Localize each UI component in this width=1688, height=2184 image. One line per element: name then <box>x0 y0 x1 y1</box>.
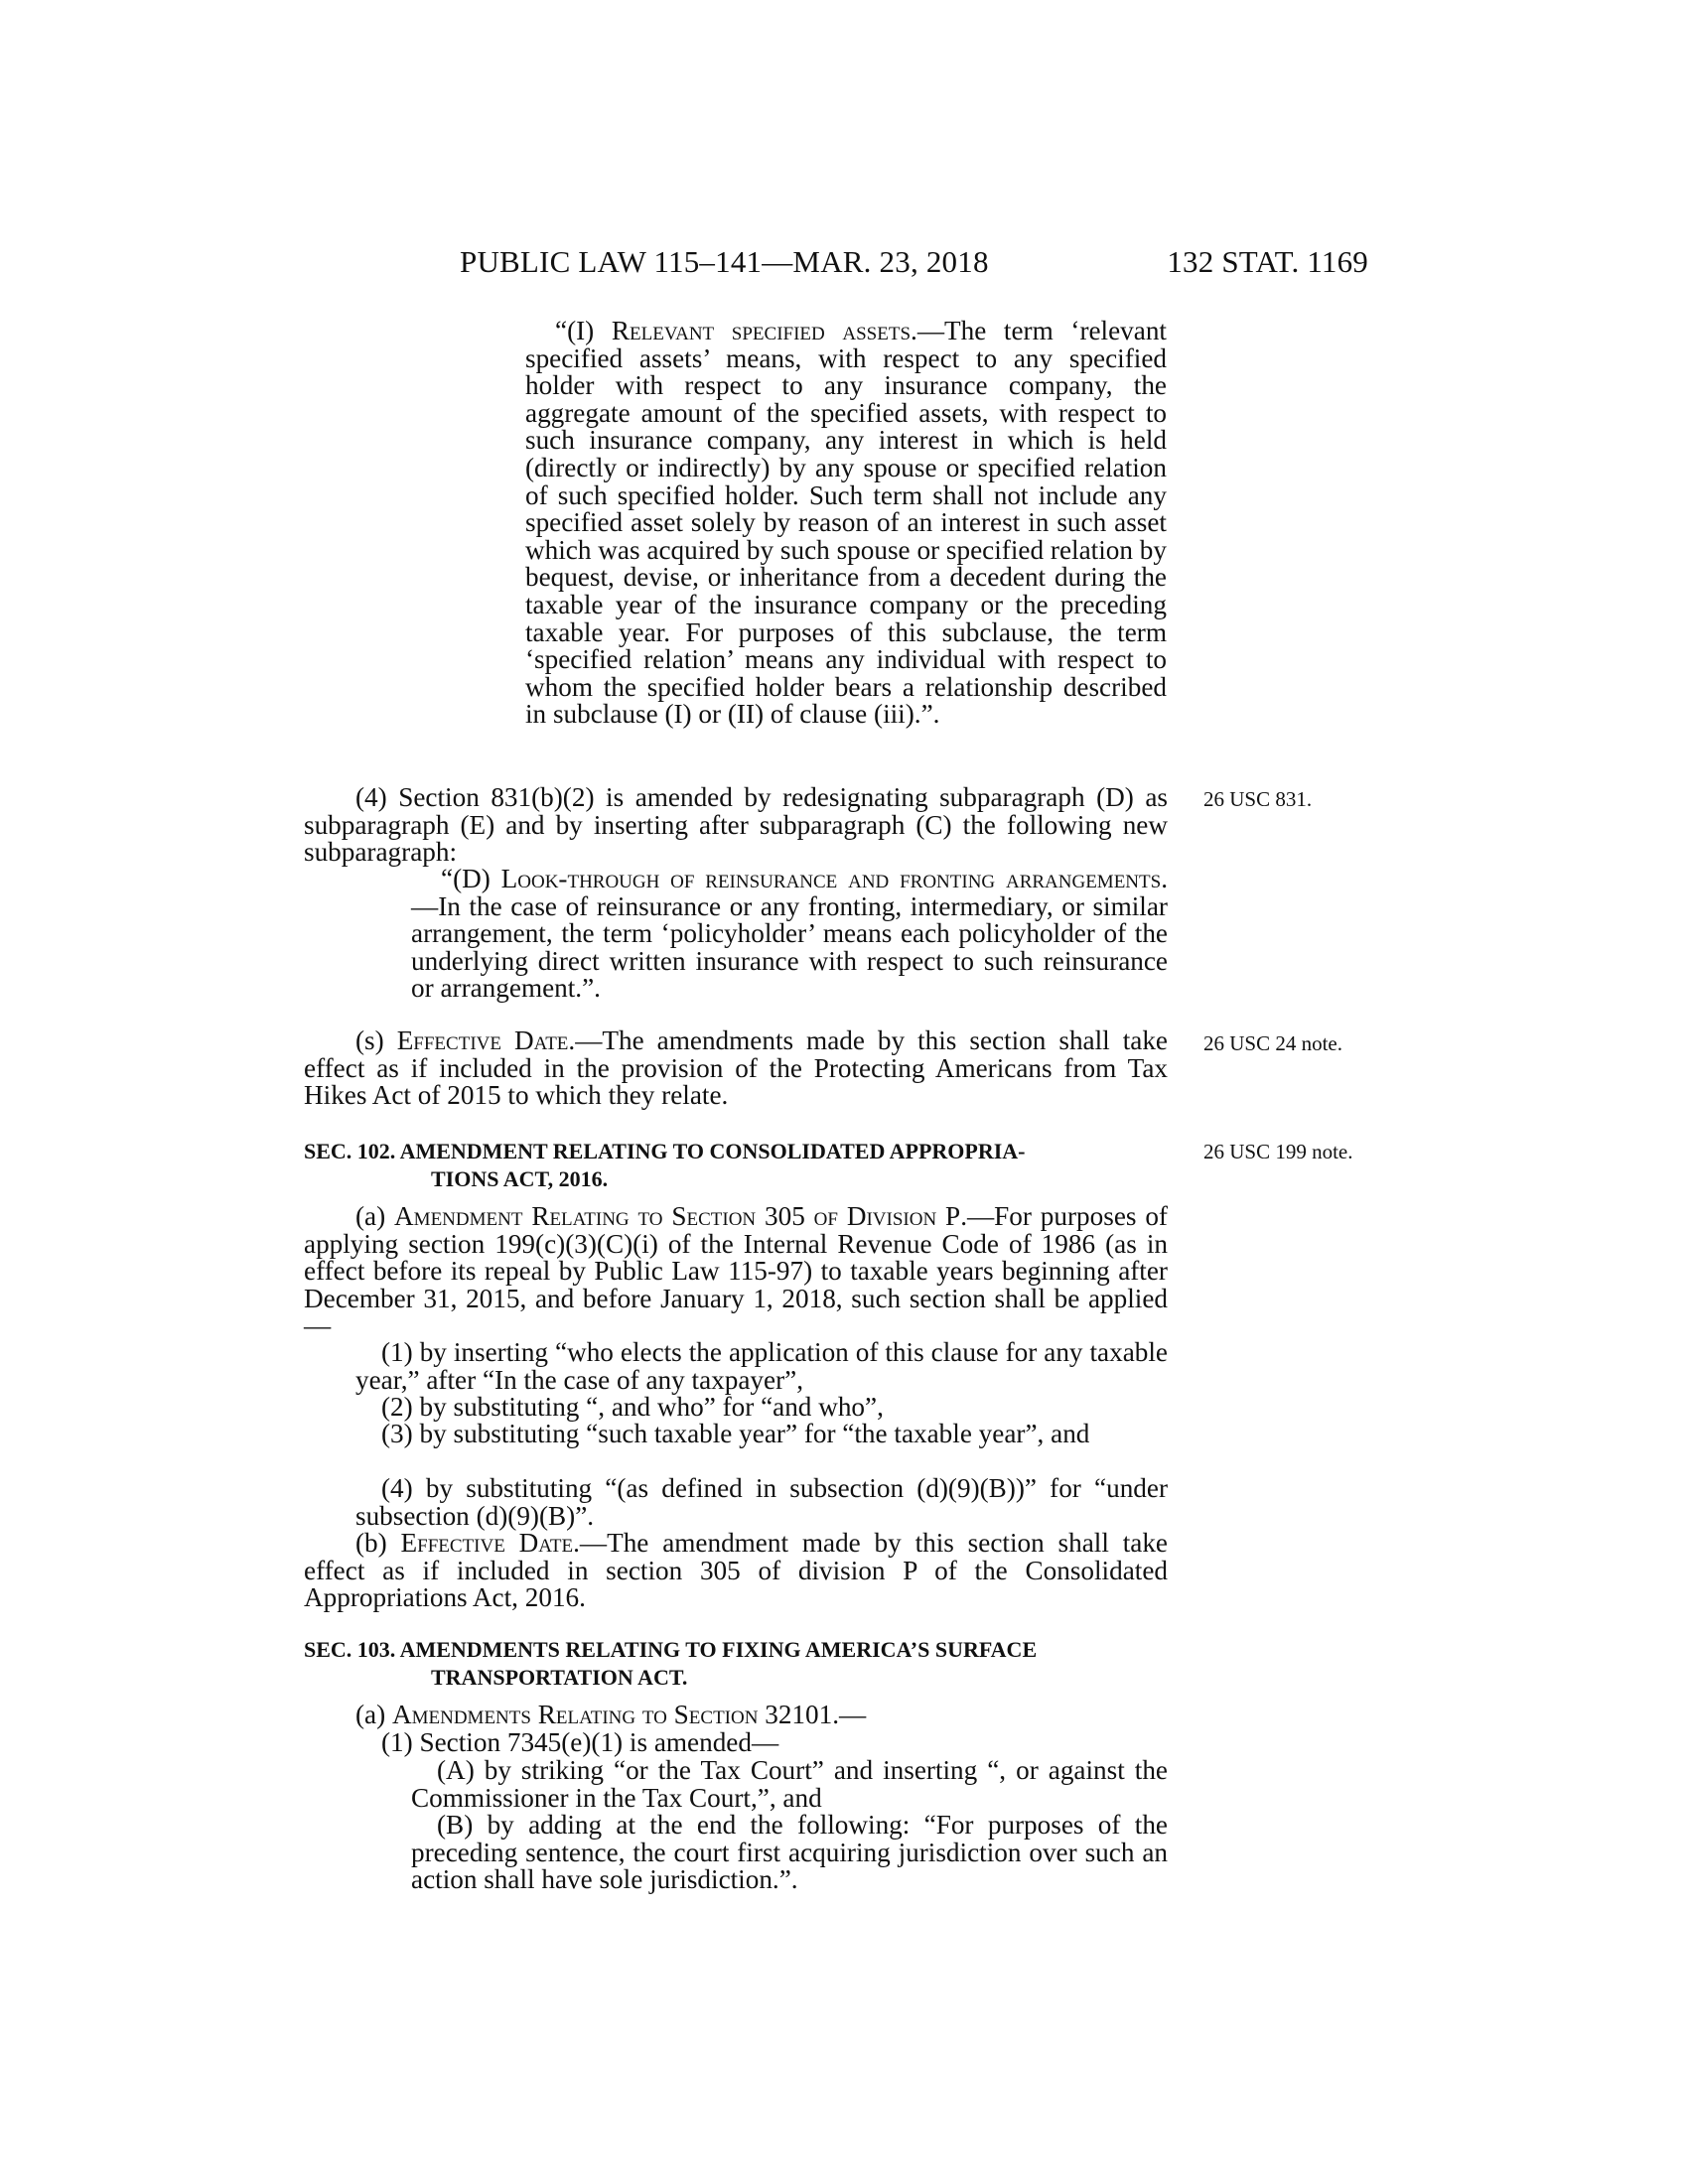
section-102-item-1: (1) by inserting “who elects the application of this clause for any taxable year,” after “In the case of any taxpayer”, <box>355 1337 1168 1395</box>
margin-note-26-usc-199-note: 26 USC 199 note. <box>1203 1140 1353 1163</box>
section-103-item-A: (A) by striking “or the Tax Court” and inserting “, or against the Commissioner in the Tax Court,”, and <box>411 1755 1168 1813</box>
subparagraph-heading: Look-through of reinsurance and fronting arrangements <box>500 864 1162 893</box>
effective-date-body: .—The amendments made by this section shall take effect as if included in the provision of the Protecting Americans from Tax Hikes Act of 2015 to which they relate. <box>304 1025 1168 1111</box>
paragraph-4 <box>304 784 1168 867</box>
quote-open: “(D) <box>441 864 501 893</box>
section-103-title-line1: SEC. 103. AMENDMENTS RELATING TO FIXING AMERICA’S SURFACE <box>304 1637 1038 1662</box>
section-102-subsection-a: (a) Amendment Relating to Section 305 of Division P.—For purposes of applying section 199(c)(3)(C)(i) of the Internal Revenue Code of 1986 (as in effect before its repeal by Public Law 115-97) to taxable years beginning after December 31, 2015, and before January 1, 2018, such section shall be applied— <box>304 1201 1168 1341</box>
paragraph-4-text: (4) Section 831(b)(2) is amended by redesignating subparagraph (D) as subparagraph (E) and by inserting after subparagraph (C) the following new subparagraph: <box>304 782 1168 868</box>
section-102-title-line1: SEC. 102. AMENDMENT RELATING TO CONSOLIDATED APPROPRIA- <box>304 1139 1026 1163</box>
margin-note-26-usc-24-note: 26 USC 24 note. <box>1203 1031 1343 1055</box>
section-102-b-heading: Effective Date <box>400 1528 574 1558</box>
subclause-body: .—The term ‘relevant specified assets’ means, with respect to any specified holder with respect to any insurance company, the aggregate amount of the specified assets, with respect to such insurance company, any interest in which is held (directly or indirectly) by any spouse or specified relation of such specified holder. Such term shall not include any specified asset solely by reason of an interest in such asset which was acquired by such spouse or specified relation by bequest, devise, or inheritance from a decedent during the taxable year of the insurance company or the preceding taxable year. For purposes of this subclause, the term ‘specified relation’ means any individual with respect to whom the specified holder bears a relationship described in subclause (I) or (II) of clause (iii).”. <box>525 316 1167 730</box>
quote-open: “(I) <box>555 316 612 345</box>
subparagraph-look-through <box>411 866 1168 1003</box>
subclause-heading: Relevant specified assets <box>611 316 912 345</box>
section-102-a-heading: Amendment Relating to Section 305 of Division P <box>394 1201 961 1231</box>
section-103-subsection-a: (a) Amendments Relating to Section 32101.— <box>355 1700 867 1729</box>
section-102-heading <box>304 1138 1186 1193</box>
section-102-item-4: (4) by substituting “(as defined in subsection (d)(9)(B))” for “under subsection (d)(9)(B)”. <box>355 1473 1168 1531</box>
section-103-title-line2: TRANSPORTATION ACT. <box>431 1665 688 1690</box>
section-103-item-1: (1) Section 7345(e)(1) is amended— <box>381 1727 779 1757</box>
effective-date-heading: Effective Date <box>396 1025 569 1055</box>
subparagraph-body: .—In the case of reinsurance or any fronting, intermediary, or similar arrangement, the term ‘policyholder’ means each policyholder of the underlying direct written insurance with respect to such reinsurance or arrangement.”. <box>411 864 1168 1004</box>
running-header-right: 132 STAT. 1169 <box>1167 244 1368 279</box>
section-102-b-body: .—The amendment made by this section shall take effect as if included in section 305 of division P of the Consolidated Appropriations Act, 2016. <box>304 1528 1168 1613</box>
section-103-item-B: (B) by adding at the end the following: “For purposes of the preceding sentence, the court first acquiring jurisdiction over such an action shall have sole jurisdiction.”. <box>411 1810 1168 1895</box>
section-102-subsection-b: (b) Effective Date.—The amendment made by this section shall take effect as if included in section 305 of division P of the Consolidated Appropriations Act, 2016. <box>304 1528 1168 1613</box>
margin-note-26-usc-831: 26 USC 831. <box>1203 787 1313 811</box>
section-102-a-body: .—For purposes of applying section 199(c)(3)(C)(i) of the Internal Revenue Code of 1986 (as in effect before its repeal by Public Law 115-97) to taxable years beginning after December 31, 2015, and before January 1, 2018, such section shall be applied— <box>304 1201 1168 1341</box>
running-header-left: PUBLIC LAW 115–141—MAR. 23, 2018 <box>460 244 989 279</box>
subsection-s-effective-date: (s) Effective Date.—The amendments made by this section shall take effect as if included in the provision of the Protecting Americans from Tax Hikes Act of 2015 to which they relate. <box>304 1025 1168 1111</box>
section-102-item-3: (3) by substituting “such taxable year” for “the taxable year”, and <box>381 1419 1090 1448</box>
section-103-a-heading: Amendments Relating to Section 32101 <box>391 1700 833 1729</box>
section-103-heading <box>304 1636 1186 1692</box>
section-102-item-2: (2) by substituting “, and who” for “and who”, <box>381 1392 884 1422</box>
subclause-relevant-specified-assets <box>525 318 1167 729</box>
section-102-title-line2: TIONS ACT, 2016. <box>431 1166 609 1191</box>
